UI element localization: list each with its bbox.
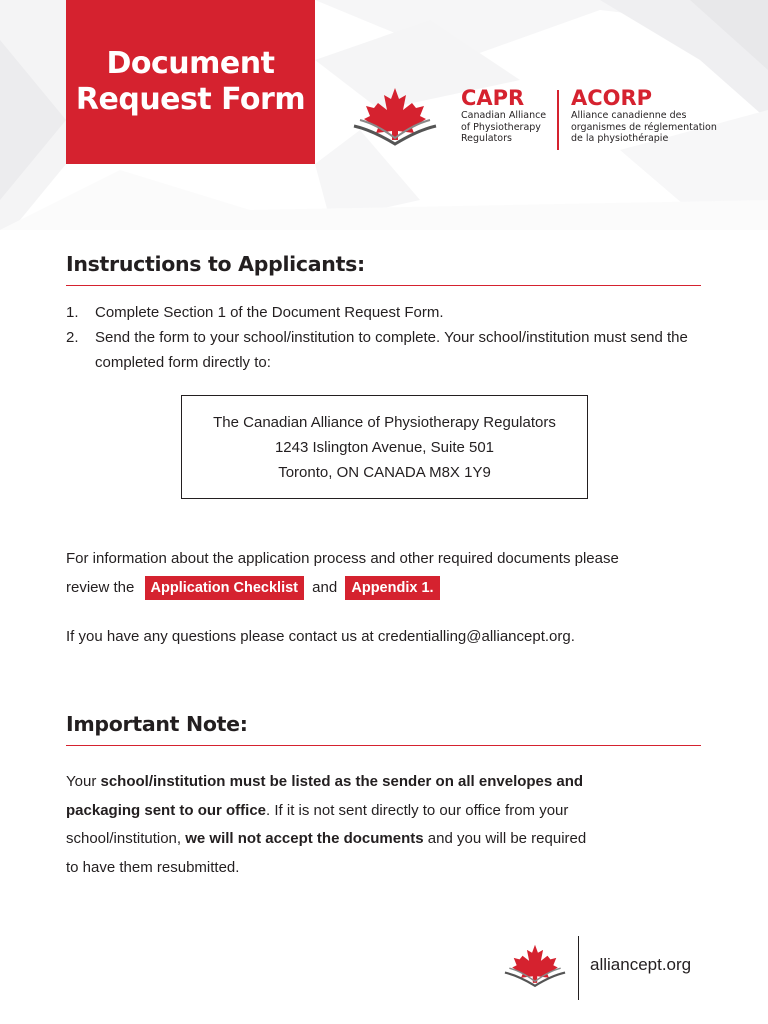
contact-suffix-text: .	[570, 628, 575, 645]
acorp-name-line: organismes de réglementation	[571, 121, 717, 133]
note-line	[66, 854, 706, 883]
note-line	[66, 825, 706, 854]
step-number: 2.	[66, 329, 79, 346]
step-text: Send the form to your school/institution to complete. Your school/institution must send the completed form directly to:	[95, 329, 688, 371]
footer-website-link[interactable]: alliancept.org	[590, 955, 692, 974]
footer-maple-leaf-logo-icon	[502, 940, 568, 992]
application-checklist-link[interactable]: Application Checklist	[145, 576, 304, 600]
note-text: . If it is not sent directly to our office from your	[266, 801, 569, 819]
address-line-street: 1243 Islington Avenue, Suite 501	[274, 438, 495, 456]
list-item	[66, 300, 706, 325]
acorp-name-line: de la physiothérapie	[571, 133, 669, 145]
instructions-heading: Instructions to Applicants:	[66, 252, 365, 276]
info-paragraph-line1: For information about the application process and other required documents please	[66, 550, 619, 567]
important-note-paragraph	[66, 768, 706, 882]
note-line	[66, 768, 706, 797]
form-title-line-2: Request Form	[75, 82, 306, 117]
important-note-heading: Important Note:	[66, 712, 248, 736]
section-divider	[66, 285, 701, 286]
acorp-name-line: Alliance canadienne des	[571, 110, 687, 121]
mailing-address-box	[181, 395, 588, 499]
form-title-block	[66, 0, 315, 164]
contact-paragraph	[66, 628, 575, 645]
note-bold-text: we will not accept the documents	[185, 830, 424, 847]
step-number: 1.	[66, 304, 79, 321]
note-text: and you will be required	[423, 830, 587, 847]
note-bold-text: packaging sent to our office	[66, 801, 267, 819]
list-item	[66, 325, 706, 375]
address-line-city: Toronto, ON CANADA M8X 1Y9	[278, 463, 491, 481]
capr-name-line: Regulators	[461, 133, 512, 145]
note-line	[66, 797, 706, 826]
note-text: to have them resubmitted.	[66, 858, 240, 876]
info-paragraph-line2	[66, 575, 440, 601]
appendix-1-link[interactable]: Appendix 1.	[345, 576, 439, 600]
info-and-text: and	[312, 579, 338, 596]
capr-abbreviation: CAPR	[461, 86, 525, 110]
capr-name-line: Canadian Alliance	[461, 110, 547, 121]
section-divider	[66, 745, 701, 746]
step-text: Complete Section 1 of the Document Request Form.	[95, 304, 444, 321]
acorp-abbreviation: ACORP	[571, 86, 653, 110]
note-bold-text: school/institution must be listed as the sender on all envelopes and	[100, 773, 584, 790]
logo-divider	[557, 90, 559, 150]
instruction-steps	[66, 300, 706, 375]
footer-divider	[578, 936, 579, 1000]
note-text: school/institution,	[66, 830, 186, 847]
capr-name-line: of Physiotherapy	[461, 121, 541, 133]
address-line-organization: The Canadian Alliance of Physiotherapy Regulators	[213, 413, 556, 431]
info-review-text: review the	[66, 579, 135, 596]
form-title-line-1: Document	[106, 46, 275, 81]
maple-leaf-book-logo-icon	[350, 86, 440, 148]
contact-email-link[interactable]: credentialling@alliancept.org	[377, 628, 571, 645]
note-text: Your	[66, 773, 101, 790]
capr-logo-text	[461, 86, 556, 145]
acorp-logo-text	[571, 86, 731, 145]
contact-prefix-text: If you have any questions please contact us at	[66, 628, 374, 645]
